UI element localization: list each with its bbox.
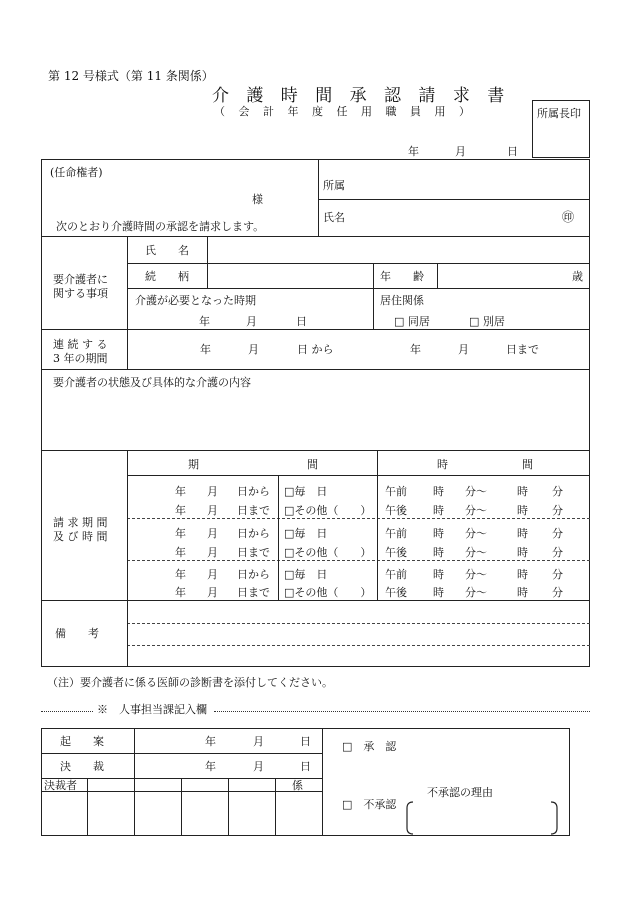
row-option-checkbox[interactable]: □毎 日 [284,485,328,498]
row-ampm: 午前 [385,485,407,498]
page-title: 介 護 時 間 承 認 請 求 書 [212,86,511,106]
care-section-label-1: 要介護者に [53,273,108,286]
col-time-1: 時 [437,458,448,471]
row-option-checkbox[interactable]: □毎 日 [284,527,328,540]
period3-label-2: 3 年の期間 [53,352,108,365]
row-minute: 分～ [465,586,487,599]
remarks-label: 備 考 [55,627,99,640]
attachment-note: （注）要介護者に係る医師の診断書を添付してください。 [47,676,333,689]
period3-to-day: 日まで [506,343,539,356]
draft-label: 起 案 [60,735,104,748]
row-minute: 分～ [465,527,487,540]
row-day: 日まで [237,546,270,559]
sama-label: 様 [252,193,263,206]
col-period-2: 間 [307,458,318,471]
seal-label: 所属長印 [537,107,581,120]
row-hour: 時 [433,527,444,540]
row-year: 年 [175,527,186,540]
decision-label: 決 裁 [60,760,104,773]
row-month: 月 [207,586,218,599]
row-hour2: 時 [517,568,528,581]
care-needed-label: 介護が必要となった時期 [135,294,256,307]
seal-mark-icon: ㊞ [562,210,575,224]
header-date-month: 月 [455,145,466,158]
period3-to-month: 月 [458,343,469,356]
row-hour2: 時 [517,485,528,498]
row-option-checkbox[interactable]: □その他（ ） [284,504,372,517]
row-year: 年 [175,568,186,581]
decider-label: 決裁者 [44,779,77,792]
care-date-month: 月 [246,315,257,328]
row-ampm: 午前 [385,527,407,540]
row-day: 日まで [237,504,270,517]
row-day: 日から [237,568,270,581]
reject-checkbox[interactable]: □ 不承認 [342,798,397,811]
row-option-checkbox[interactable]: □毎 日 [284,568,328,581]
row-year: 年 [175,586,186,599]
header-date-year: 年 [408,145,419,158]
age-label: 年 齢 [380,270,424,283]
appointer-label: (任命権者) [50,166,103,179]
care-date-year: 年 [199,315,210,328]
header-date-day: 日 [507,145,518,158]
row-hour: 時 [433,546,444,559]
row-hour: 時 [433,586,444,599]
affiliation-label: 所属 [323,179,345,192]
period3-from-month: 月 [248,343,259,356]
row-day: 日まで [237,586,270,599]
care-date-day: 日 [296,315,307,328]
row-month: 月 [207,485,218,498]
row-day: 日から [237,485,270,498]
row-ampm: 午後 [385,586,407,599]
period3-label-1: 連 続 す る [53,338,108,351]
row-month: 月 [207,504,218,517]
separate-checkbox[interactable]: □ 別居 [469,315,505,328]
row-year: 年 [175,546,186,559]
row-day: 日から [237,527,270,540]
row-month: 月 [207,568,218,581]
draft-date-year: 年 [205,735,216,748]
row-minute2: 分 [552,546,563,559]
row-hour2: 時 [517,504,528,517]
decision-date-year: 年 [205,760,216,773]
row-year: 年 [175,504,186,517]
row-minute2: 分 [552,586,563,599]
row-option-checkbox[interactable]: □その他（ ） [284,586,372,599]
draft-date-month: 月 [253,735,264,748]
age-unit: 歳 [572,270,583,283]
relation-label: 続 柄 [145,270,189,283]
period3-from-day: 日 から [297,343,334,356]
period3-to-year: 年 [410,343,421,356]
request-period-label-2: 及 び 時 間 [53,530,108,543]
hr-section-label: ※ 人事担当課記入欄 [97,703,207,716]
row-hour2: 時 [517,527,528,540]
row-minute2: 分 [552,527,563,540]
row-month: 月 [207,527,218,540]
period3-from-year: 年 [200,343,211,356]
recipient-name-label: 氏 名 [145,244,189,257]
care-section-label-2: 関する事項 [53,287,108,300]
row-ampm: 午後 [385,504,407,517]
row-minute: 分～ [465,568,487,581]
row-hour: 時 [433,568,444,581]
draft-date-day: 日 [300,735,311,748]
row-hour: 時 [433,504,444,517]
col-period-1: 期 [188,458,199,471]
row-minute2: 分 [552,485,563,498]
kakari-label: 係 [292,779,303,792]
name-label: 氏名 [323,211,345,224]
col-time-2: 間 [522,458,533,471]
row-minute2: 分 [552,568,563,581]
request-text: 次のとおり介護時間の承認を請求します。 [56,220,265,233]
row-ampm: 午前 [385,568,407,581]
row-ampm: 午後 [385,546,407,559]
row-minute: 分～ [465,504,487,517]
row-option-checkbox[interactable]: □その他（ ） [284,546,372,559]
row-year: 年 [175,485,186,498]
reject-reason-bracket [404,801,560,835]
row-hour2: 時 [517,586,528,599]
approve-checkbox[interactable]: □ 承 認 [342,740,397,753]
row-month: 月 [207,546,218,559]
row-hour: 時 [433,485,444,498]
row-minute: 分～ [465,546,487,559]
request-period-label-1: 請 求 期 間 [53,516,108,529]
row-minute2: 分 [552,504,563,517]
row-hour2: 時 [517,546,528,559]
condition-label: 要介護者の状態及び具体的な介護の内容 [53,376,251,389]
residence-label: 居住関係 [380,294,424,307]
decision-date-month: 月 [253,760,264,773]
row-minute: 分～ [465,485,487,498]
decision-date-day: 日 [300,760,311,773]
seal-box [532,100,590,158]
reject-reason-label: 不承認の理由 [427,786,493,799]
together-checkbox[interactable]: □ 同居 [394,315,430,328]
page-subtitle: （ 会 計 年 度 任 用 職 員 用 ） [214,105,475,118]
form-number: 第 12 号様式（第 11 条関係） [48,69,214,83]
